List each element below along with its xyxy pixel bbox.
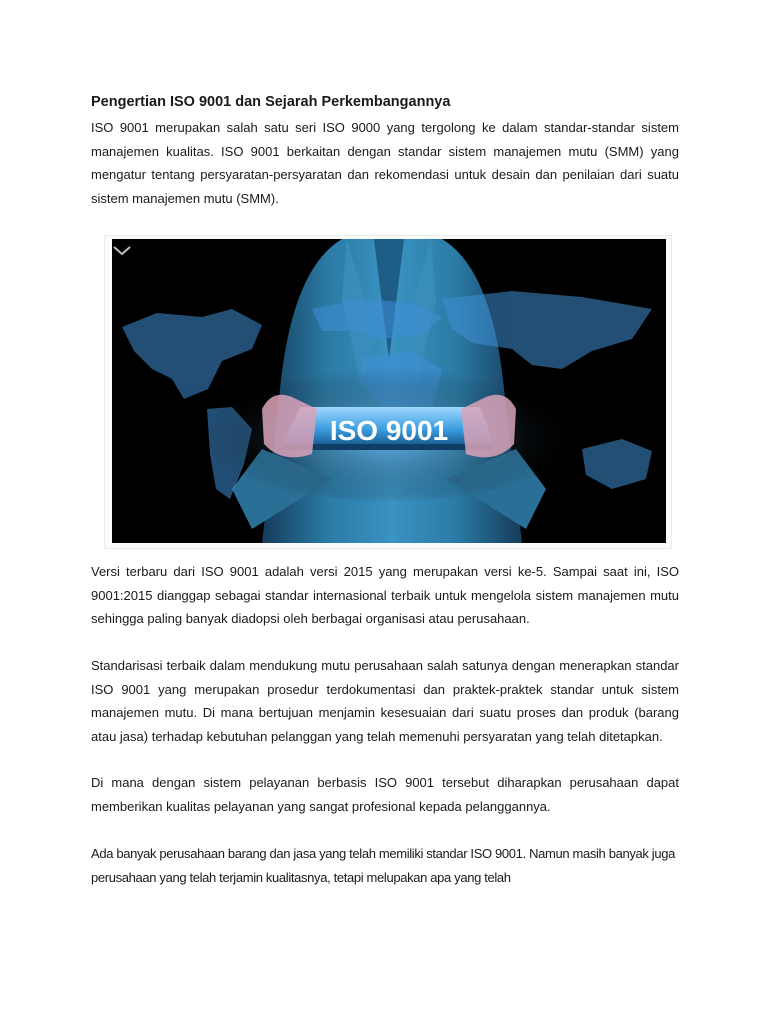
paragraph-intro: ISO 9001 merupakan salah satu seri ISO 9000 yang tergolong ke dalam standar-standar sistem manajemen kualitas. ISO 9001 berkaitan dengan standar sistem manajemen mutu (SMM) yang mengatur tentang persyaratan-persyaratan dan rekomendasi untuk desain dan penilaian dari suatu sistem manajemen mutu (SMM). <box>91 120 679 206</box>
photo-illustration <box>112 239 666 543</box>
article-title: Pengertian ISO 9001 dan Sejarah Perkembangannya <box>91 94 451 110</box>
iso-9001-photo <box>112 239 666 543</box>
paragraph-standardization: Standarisasi terbaik dalam mendukung mutu perusahaan salah satunya dengan menerapkan standar ISO 9001 yang merupakan prosedur terdokumentasi dan praktek-praktek standar untuk sistem manajemen mutu. Di mana bertujuan menjamin kesesuaian dari suatu proses dan produk (barang atau jasa) terhadap kebutuhan pelanggan yang telah memenuhi persyaratan yang telah ditetapkan. <box>91 658 679 744</box>
paragraph-companies: Ada banyak perusahaan barang dan jasa yang telah memiliki standar ISO 9001. Namun masih banyak juga perusahaan yang telah terjamin kualitasnya, tetapi melupakan apa yang telah <box>91 846 675 885</box>
iso-9001-image-text: ISO 9001 <box>329 415 449 446</box>
paragraph-version: Versi terbaru dari ISO 9001 adalah versi 2015 yang merupakan versi ke-5. Sampai saat ini, ISO 9001:2015 dianggap sebagai standar internasional terbaik untuk mengelola sistem manajemen mutu sehingga paling banyak diadopsi oleh berbagai organisasi atau perusahaan. <box>91 564 679 626</box>
chevron-down-icon-glyph <box>110 240 134 260</box>
paragraph-service: Di mana dengan sistem pelayanan berbasis ISO 9001 tersebut diharapkan perusahaan dapat memberikan kualitas pelayanan yang sangat profesional kepada pelanggannya. <box>91 775 679 814</box>
chevron-down-icon[interactable] <box>110 240 134 260</box>
